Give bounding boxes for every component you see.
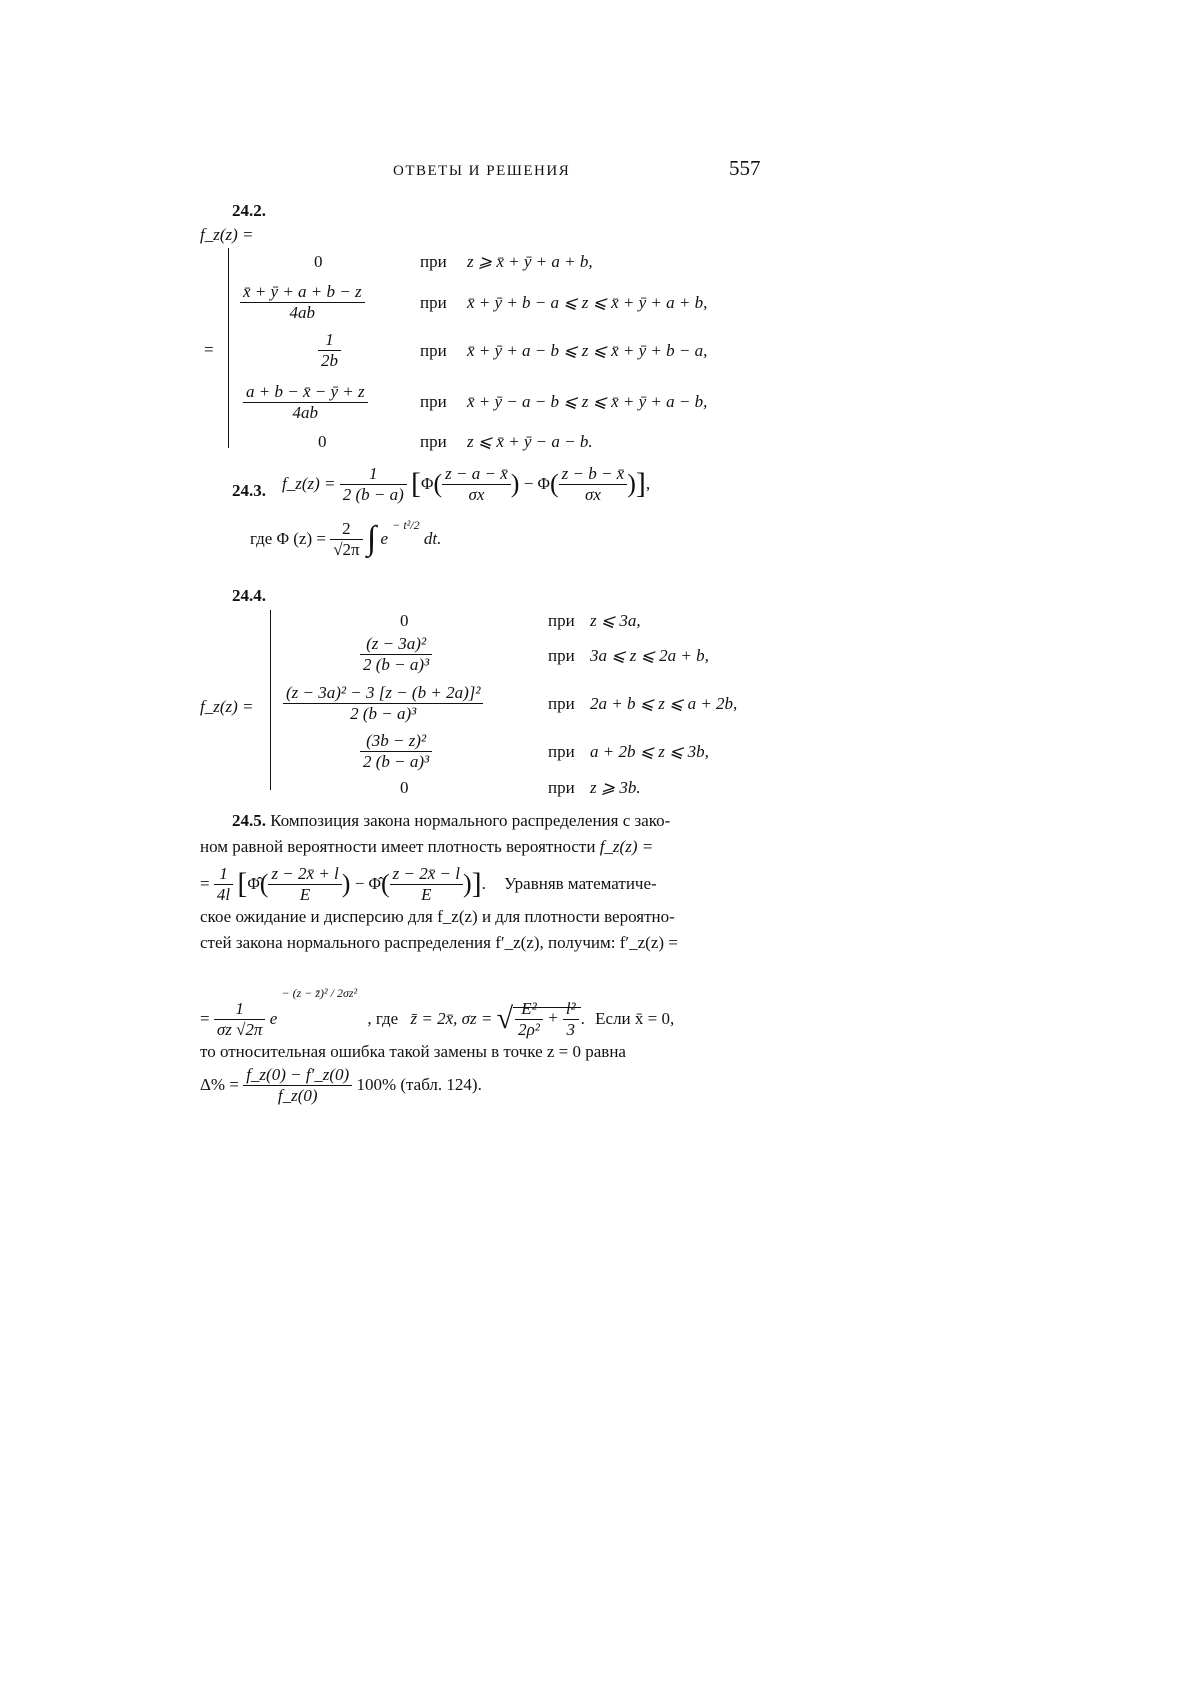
fraction-denominator: 2 (b − a)³	[363, 654, 430, 674]
condition: a + 2b ⩽ z ⩽ 3b,	[590, 742, 709, 761]
condition: x̄ + ȳ + a − b ⩽ z ⩽ x̄ + ȳ + b − a,	[467, 341, 708, 360]
formula-24-3: f_z(z) = $\frac{1}{2 (b - a)}$ [Φ( $\frac{z - a - x̄}{\sigma x}$ ) − Φ( $\frac{z - b - x̄}{\sigma x}$ )],	[282, 464, 651, 504]
condition: 3a ⩽ z ⩽ 2a + b,	[590, 646, 709, 665]
fraction-numerator: (z − 3a)² − 3 [z − (b + 2a)]²	[283, 683, 483, 704]
fraction-numerator: f_z(0) − f′_z(0)	[243, 1065, 352, 1086]
problem-label-24-3: 24.3.	[232, 481, 266, 500]
pri-word: при	[420, 432, 447, 451]
pri-word: при	[548, 646, 575, 665]
lhs-fz-24-4: f_z(z) =	[200, 697, 254, 716]
fraction-denominator: 2 (b − a)	[342, 484, 404, 504]
line-5: стей закона нормального распределения f′_z(z), получим: f′_z(z) =	[200, 933, 678, 953]
left-brace-24-2	[228, 248, 229, 448]
fraction-numerator: (z − 3a)²	[360, 634, 432, 655]
condition: z ⩽ x̄ + ȳ − a − b.	[467, 432, 593, 451]
sqrt-sign: √	[496, 1002, 514, 1036]
piecewise-row: 0	[318, 432, 327, 451]
gde-word: где	[250, 529, 273, 549]
fraction-numerator: x̄ + ȳ + a + b − z	[240, 282, 365, 303]
condition: z ⩾ 3b.	[590, 778, 641, 797]
exponent-t2-over-2: − t²/2	[392, 518, 420, 532]
line-1-text: Композиция закона нормального распределения с зако-	[270, 811, 671, 830]
exponential-e: e	[380, 529, 389, 549]
fraction-denominator: f_z(0)	[277, 1085, 318, 1105]
paragraph-24-5	[200, 808, 765, 1105]
fraction-denominator: 2 (b − a)³	[350, 703, 417, 723]
fraction-numerator: z − a − x̄	[442, 464, 511, 485]
line-1	[200, 808, 765, 834]
line-3: = $\frac{1}{4l}$ [Φ̂( $\frac{z - 2x̄ + l}{E}$ ) − Φ̂( $\frac{z - 2x̄ - l}{E}$ )]. Уравняв математиче-	[200, 864, 657, 904]
line-8-tail: 100% (табл. 124).	[356, 1075, 482, 1095]
piecewise-row: 0	[400, 778, 409, 797]
pri-word: при	[420, 252, 447, 271]
equals-sign-24-2: =	[204, 340, 214, 359]
phi-def-tail: dt.	[423, 529, 442, 549]
piecewise-row: 0	[400, 611, 409, 630]
line-3-tail: Уравняв математиче-	[504, 874, 657, 894]
condition: x̄ + ȳ − a − b ⩽ z ⩽ x̄ + ȳ + a − b,	[467, 392, 708, 411]
fraction-denominator: 4ab	[289, 302, 316, 322]
page-number: 557	[729, 156, 761, 180]
pri-word: при	[420, 392, 447, 411]
line-4: ское ожидание и дисперсию для f_z(z) и для плотности вероятно-	[200, 907, 675, 927]
delta-percent: Δ% =	[200, 1075, 239, 1095]
problem-label-24-5: 24.5.	[232, 811, 266, 830]
left-brace-24-4	[270, 610, 271, 790]
pri-word: при	[548, 778, 575, 797]
line-7: то относительная ошибка такой замены в точке z = 0 равна	[200, 1042, 626, 1062]
fraction-numerator: z − b − x̄	[559, 464, 628, 485]
line-6: = $\frac{1}{\sigma z √2\pi}$ e $^{- (z - z̄)^2 / 2\sigma z^2}$ , где z̄ = 2x̄, σz = √ $\frac{\text{E²}}{\text{2ρ²}}$ + $\frac{\text{l²}}{3}$ . Если x̄ = 0,	[200, 986, 675, 1039]
fraction-numerator: 2	[330, 519, 362, 540]
fraction-denominator: σx	[584, 484, 601, 504]
condition: x̄ + ȳ + b − a ⩽ z ⩽ x̄ + ȳ + a + b,	[467, 293, 708, 312]
fraction-numerator: (3b − z)²	[360, 731, 432, 752]
problem-label-24-4: 24.4.	[232, 586, 266, 605]
problem-label-24-2: 24.2.	[232, 201, 266, 220]
pri-word: при	[420, 293, 447, 312]
line-2-tail: f_z(z) =	[599, 837, 654, 856]
fraction-denominator: 2b	[321, 350, 338, 370]
condition: 2a + b ⩽ z ⩽ a + 2b,	[590, 694, 738, 713]
fraction-numerator: a + b − x̄ − ȳ + z	[243, 382, 368, 403]
fraction-denominator: 4ab	[292, 402, 319, 422]
pri-word: при	[548, 611, 575, 630]
piecewise-row	[360, 634, 432, 674]
piecewise-row	[240, 282, 365, 322]
pri-word: при	[548, 742, 575, 761]
condition: z ⩾ x̄ + ȳ + a + b,	[467, 252, 593, 271]
piecewise-row: 0	[314, 252, 323, 271]
phi-definition	[250, 518, 441, 559]
fraction-denominator: √2π	[333, 539, 360, 559]
piecewise-row	[243, 382, 368, 422]
fraction-denominator: σx	[468, 484, 485, 504]
integral-sign: ∫	[366, 520, 377, 558]
piecewise-row	[360, 731, 432, 771]
fraction-denominator: 2 (b − a)³	[363, 751, 430, 771]
pri-word: при	[420, 341, 447, 360]
lhs-fz-24-3: f_z(z) =	[282, 474, 336, 494]
line-2	[200, 834, 765, 860]
pri-word: при	[548, 694, 575, 713]
line-6-gde: , где	[367, 1009, 399, 1029]
line-8	[200, 1065, 765, 1105]
gaussian-exponent: − (z − z̄)² / 2σz²	[281, 986, 358, 1001]
piecewise-row	[318, 330, 341, 370]
lhs-fz-24-2: f_z(z) =	[200, 225, 254, 244]
fraction-numerator: 1	[340, 464, 407, 485]
condition: z ⩽ 3a,	[590, 611, 641, 630]
fraction-numerator: 1	[318, 330, 341, 351]
line-6-tail: Если x̄ = 0,	[595, 1009, 675, 1029]
phi-def-lhs: Φ (z) =	[276, 529, 326, 549]
line-2-text: ном равной вероятности имеет плотность вероятности	[200, 837, 596, 856]
piecewise-row	[283, 683, 483, 723]
line-6-mid: z̄ = 2x̄, σz =	[410, 1009, 493, 1029]
running-header: ОТВЕТЫ И РЕШЕНИЯ	[393, 163, 571, 179]
